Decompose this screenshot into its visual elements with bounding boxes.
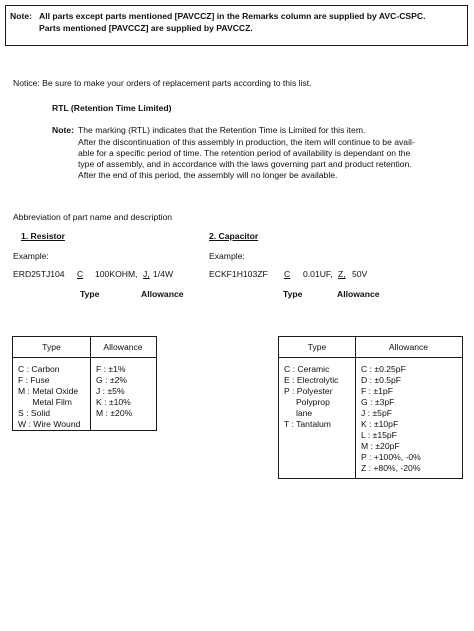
- table-cell: E : Electrolytic: [284, 375, 339, 385]
- table-divider: [279, 357, 462, 358]
- table-divider: [13, 357, 156, 358]
- table-cell: C : Carbon: [18, 364, 60, 374]
- resistor-type-code: C: [77, 269, 84, 279]
- table-header: Allowance: [103, 342, 143, 352]
- table-divider: [355, 337, 356, 478]
- capacitor-allowance-label: Allowance: [337, 289, 380, 299]
- resistor-allowance-label: Allowance: [141, 289, 184, 299]
- table-cell: W : Wire Wound: [18, 419, 81, 429]
- note-label: Note:: [10, 11, 32, 21]
- rtl-note-line: able for a specific period of time. The retention period of availability is dependant on the: [78, 148, 411, 158]
- capacitor-heading: 2. Capacitor: [209, 231, 259, 241]
- capacitor-value: 0.01UF,: [303, 269, 333, 279]
- rtl-note-line: type of assembly, and in accordance with the laws governing part and product retention.: [78, 159, 412, 169]
- table-header: Allowance: [388, 342, 429, 352]
- rtl-note-line: After the discontinuation of this assembly in production, the item will continue to be avail-: [78, 137, 415, 147]
- abbreviation-heading: Abbreviation of part name and description: [13, 212, 173, 222]
- notice-text: Notice: Be sure to make your orders of replacement parts according to this list.: [13, 78, 312, 88]
- table-cell: P : +100%, -0%: [361, 452, 421, 462]
- table-cell: J : ±5%: [96, 386, 125, 396]
- table-cell: G : ±3pF: [361, 397, 395, 407]
- rtl-note-line: After the end of this period, the assembly will no longer be available.: [78, 170, 338, 180]
- table-cell: J : ±5pF: [361, 408, 392, 418]
- resistor-part-code: ERD25TJ104: [13, 269, 65, 279]
- capacitor-type-code: C: [284, 269, 291, 279]
- capacitor-tolerance-code: Z,: [338, 269, 346, 279]
- table-cell: F : Fuse: [18, 375, 50, 385]
- rtl-note-line: The marking (RTL) indicates that the Retention Time is Limited for this item.: [78, 125, 366, 135]
- table-header: Type: [307, 342, 327, 352]
- table-cell: F : ±1pF: [361, 386, 393, 396]
- table-cell: M : ±20%: [96, 408, 133, 418]
- table-cell: Z : +80%, -20%: [361, 463, 421, 473]
- table-cell: P : Polyester: [284, 386, 333, 396]
- resistor-heading: 1. Resistor: [21, 231, 65, 241]
- table-cell: K : ±10pF: [361, 419, 399, 429]
- table-cell: L : ±15pF: [361, 430, 397, 440]
- table-cell: D : ±0.5pF: [361, 375, 402, 385]
- capacitor-type-label: Type: [283, 289, 303, 299]
- table-cell: Metal Film: [18, 397, 72, 407]
- table-cell: Polyprop: [284, 397, 330, 407]
- table-cell: G : ±2%: [96, 375, 127, 385]
- capacitor-table: [278, 336, 463, 479]
- resistor-example-label: Example:: [13, 251, 49, 261]
- rtl-note-label: Note:: [52, 125, 74, 135]
- table-cell: M : ±20pF: [361, 441, 400, 451]
- resistor-value: 100KOHM,: [95, 269, 138, 279]
- resistor-table: [12, 336, 157, 431]
- note-line: Parts mentioned [PAVCCZ] are supplied by PAVCCZ.: [39, 23, 253, 33]
- table-cell: K : ±10%: [96, 397, 131, 407]
- resistor-type-label: Type: [80, 289, 100, 299]
- table-cell: S : Solid: [18, 408, 51, 418]
- capacitor-part-code: ECKF1H103ZF: [209, 269, 268, 279]
- rtl-heading: RTL (Retention Time Limited): [52, 103, 172, 113]
- table-cell: lane: [284, 408, 313, 418]
- table-header: Type: [42, 342, 61, 352]
- resistor-tolerance-code: J,: [143, 269, 150, 279]
- table-cell: M : Metal Oxide: [18, 386, 79, 396]
- note-line: All parts except parts mentioned [PAVCCZ] in the Remarks column are supplied by AVC-CSPC.: [39, 11, 426, 21]
- capacitor-voltage: 50V: [352, 269, 368, 279]
- table-cell: C : Ceramic: [284, 364, 330, 374]
- table-cell: C : ±0.25pF: [361, 364, 406, 374]
- table-cell: F : ±1%: [96, 364, 126, 374]
- table-cell: T : Tantalum: [284, 419, 331, 429]
- resistor-power: 1/4W: [153, 269, 174, 279]
- capacitor-example-label: Example:: [209, 251, 245, 261]
